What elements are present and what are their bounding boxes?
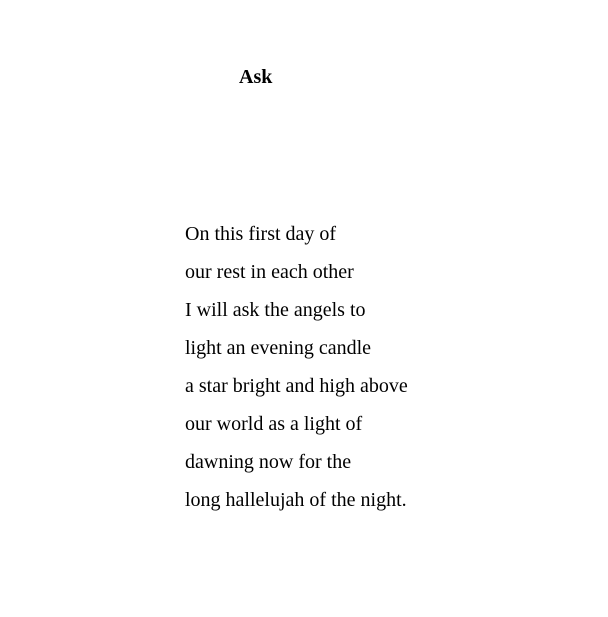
poem-line: dawning now for the: [185, 451, 352, 473]
poem-body: [185, 215, 408, 519]
poem-line: I will ask the angels to: [185, 299, 366, 321]
poem-line: our world as a light of: [185, 413, 363, 435]
poem-line: On this first day of: [185, 223, 337, 245]
poem-line: long hallelujah of the night.: [185, 489, 407, 511]
poem-line: a star bright and high above: [185, 375, 408, 397]
poem-line: our rest in each other: [185, 261, 354, 283]
poem-title: Ask: [239, 66, 273, 88]
poem-line: light an evening candle: [185, 337, 372, 359]
